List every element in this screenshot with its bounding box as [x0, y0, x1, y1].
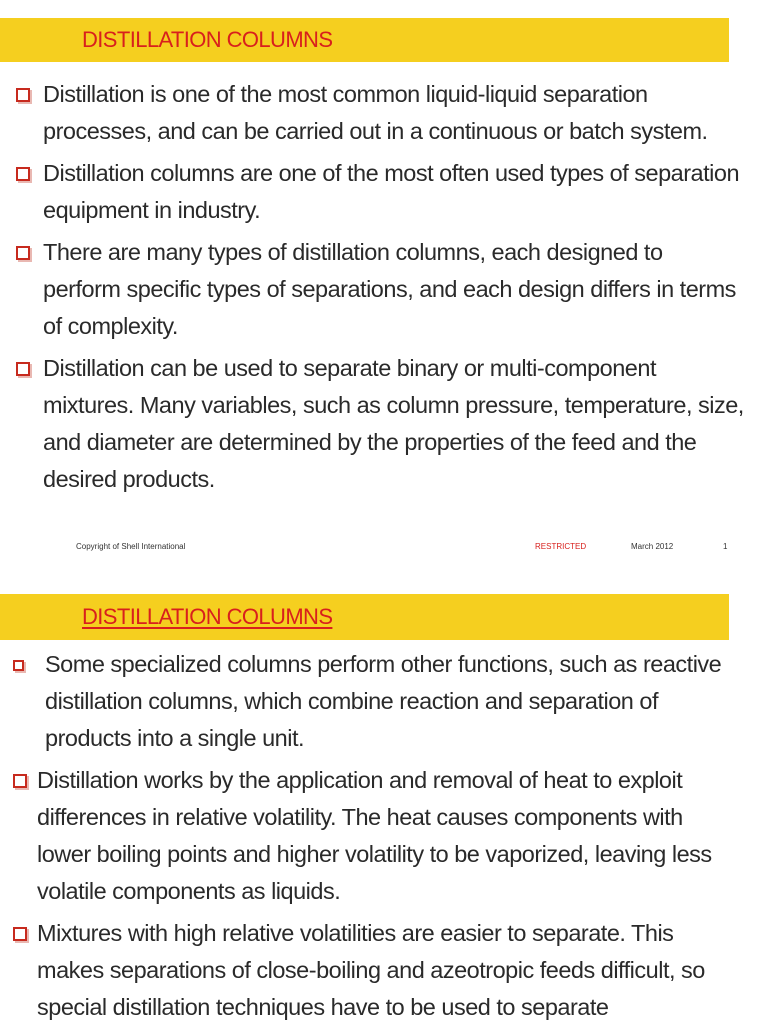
bullet-text: Distillation is one of the most common liquid-liquid separation processes, and can be carried out in a continuous or batch system.	[43, 81, 708, 144]
bullet-item	[0, 762, 768, 910]
bullet-item	[0, 155, 768, 229]
title-bar	[0, 18, 729, 62]
slide-title: DISTILLATION COLUMNS	[82, 604, 333, 629]
bullet-text: Distillation columns are one of the most often used types of separation equipment in industry.	[43, 160, 740, 223]
checkbox-bullet-icon	[13, 927, 27, 941]
checkbox-bullet-icon	[16, 362, 30, 376]
title-bar	[0, 594, 729, 640]
bullet-item	[0, 350, 768, 498]
checkbox-bullet-icon	[16, 167, 30, 181]
slide-2	[0, 582, 768, 1024]
bullet-item	[0, 915, 768, 1024]
bullet-list	[0, 646, 768, 1024]
slide-title: DISTILLATION COLUMNS	[82, 27, 333, 52]
bullet-item	[0, 234, 768, 345]
checkbox-bullet-icon	[16, 246, 30, 260]
bullet-item	[0, 646, 768, 757]
bullet-text: Distillation works by the application and removal of heat to exploit differences in relative volatility. The heat causes components with lower boiling points and higher volatility to be vaporized, leaving less volatile components as liquids.	[37, 767, 712, 904]
checkbox-bullet-icon	[13, 660, 24, 671]
footer-classification: RESTRICTED	[535, 542, 587, 551]
bullet-text: Distillation can be used to separate binary or multi-component mixtures. Many variables, such as column pressure, temperature, size, and diameter are determined by the properties of the feed and the desired products.	[43, 355, 744, 492]
footer-copyright: Copyright of Shell International	[76, 542, 186, 551]
bullet-text: Mixtures with high relative volatilities are easier to separate. This makes separations of close-boiling and azeotropic feeds difficult, so special distillation techniques have to be used to separate	[37, 920, 705, 1020]
footer-date: March 2012	[631, 542, 674, 551]
footer-page-number: 1	[723, 542, 728, 551]
slide-footer	[0, 542, 768, 556]
bullet-text: There are many types of distillation columns, each designed to perform specific types of separations, and each design differs in terms of complexity.	[43, 239, 736, 339]
bullet-list	[0, 76, 768, 503]
checkbox-bullet-icon	[13, 774, 27, 788]
bullet-text: Some specialized columns perform other functions, such as reactive distillation columns, which combine reaction and separation of products into a single unit.	[45, 651, 722, 751]
bullet-item	[0, 76, 768, 150]
checkbox-bullet-icon	[16, 88, 30, 102]
